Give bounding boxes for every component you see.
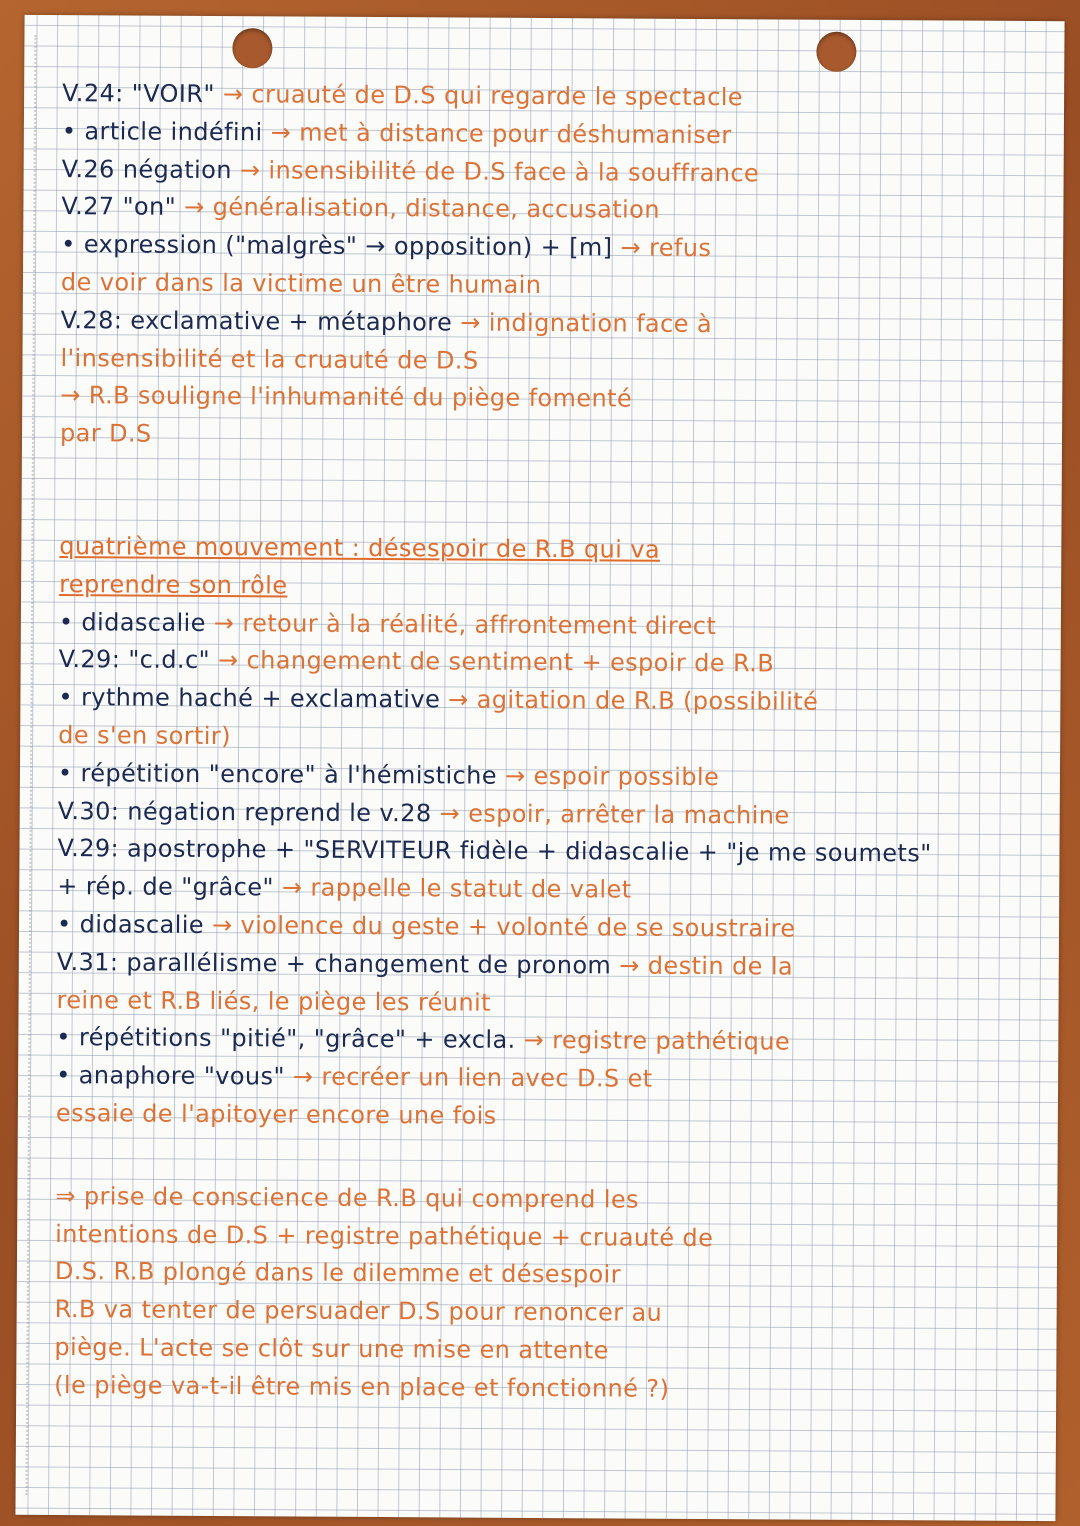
note-text-dark: • répétition "encore" à l'hémistiche (57, 758, 498, 790)
note-line (55, 1216, 1055, 1260)
note-text-dark: • didascalie (56, 909, 205, 939)
note-text-dark: • répétitions "pitié", "grâce" + excla. (56, 1023, 516, 1055)
note-line (55, 1253, 1055, 1297)
note-text-orange: → R.B souligne l'inhumanité du piège fomenté (60, 381, 633, 413)
note-line (62, 75, 1062, 119)
note-line (61, 264, 1061, 308)
note-line (56, 982, 1056, 1026)
note-text-orange: (le piège va-t-il être mis en place et fonctionné ?) (54, 1370, 670, 1403)
note-line (55, 1291, 1055, 1335)
note-text-orange: → cruauté de D.S qui regarde le spectacle (214, 80, 744, 112)
note-text-orange: piège. L'acte se clôt sur une mise en attente (54, 1332, 609, 1365)
note-text-dark: • article indéfini (61, 116, 263, 147)
note-line (56, 1019, 1056, 1063)
note-text-dark: V.26 négation (61, 154, 232, 184)
note-line (60, 415, 1060, 459)
note-line (58, 679, 1058, 723)
note-line (58, 755, 1058, 799)
note-text-orange: → violence du geste + volonté de se soustraire (203, 910, 796, 943)
note-text-orange: → recréer un lien avec D.S et (284, 1062, 653, 1093)
blank-space (55, 1133, 1055, 1184)
note-text-orange: de voir dans la victime un être humain (60, 268, 542, 299)
note-line (59, 641, 1059, 685)
note-line (58, 793, 1058, 837)
note-line (54, 1329, 1054, 1373)
note-text-dark: • rythme haché + exclamative (58, 683, 441, 714)
note-text-orange: → agitation de R.B (possibilité (440, 685, 819, 716)
note-text-dark: V.29: apostrophe + "SERVITEUR fidèle + didascalie + "je me soumets" (57, 834, 932, 868)
note-text-orange: → espoir possible (496, 761, 720, 791)
note-text-orange: → met à distance pour déshumaniser (262, 118, 732, 149)
note-text-orange: → généralisation, distance, accusation (176, 193, 660, 225)
handwritten-notes (54, 75, 1062, 1411)
note-text-orange: intentions de D.S + registre pathétique + cruauté de (55, 1219, 714, 1252)
note-text-orange: R.B va tenter de persuader D.S pour renoncer au (54, 1295, 663, 1327)
note-line (61, 226, 1061, 270)
note-line (61, 188, 1061, 232)
note-line (55, 1178, 1055, 1222)
torn-edge (26, 35, 41, 1495)
note-text-orange: → registre pathétique (515, 1026, 791, 1056)
note-text-orange: → insensibilité de D.S face à la souffrance (231, 155, 760, 187)
note-line (61, 302, 1061, 346)
binder-hole-left (232, 28, 272, 68)
binder-hole-right (816, 32, 856, 72)
note-text-orange: de s'en sortir) (58, 721, 231, 751)
note-line (56, 1057, 1056, 1101)
note-line (58, 717, 1058, 761)
note-text-orange: → indignation face à (452, 308, 713, 338)
note-text-orange: essaie de l'apitoyer encore une fois (55, 1098, 497, 1130)
note-line (57, 944, 1057, 988)
note-text-orange: → refus (612, 233, 712, 263)
note-text-dark: • expression ("malgrès" → opposition) + [m] (61, 230, 613, 262)
note-text-orange: l'insensibilité et la cruauté de D.S (60, 343, 479, 375)
note-line (60, 377, 1060, 421)
section-heading (59, 528, 1059, 572)
note-text-orange: reine et R.B liés, le piège les réunit (56, 985, 491, 1017)
note-text-orange: → retour à la réalité, affrontement direct (205, 608, 717, 640)
note-text-dark: V.28: exclamative + métaphore (60, 305, 453, 337)
note-text-dark: V.27 "on" (61, 192, 177, 222)
note-text-orange: ⇒ prise de conscience de R.B qui comprend les (55, 1181, 640, 1214)
note-text-dark: • anaphore "vous" (56, 1061, 285, 1091)
note-text-orange: → destin de la (611, 951, 794, 981)
note-line (57, 868, 1057, 912)
note-text-orange: → espoir, arrêter la machine (431, 798, 790, 830)
note-text-dark: V.31: parallélisme + changement de pronom (56, 947, 612, 980)
note-text-dark: V.24: "VOIR" (62, 79, 215, 109)
section-heading (59, 566, 1059, 610)
note-text-dark: V.29: "c.d.c" (58, 645, 211, 675)
note-text-orange: → rappelle le statut de valet (273, 873, 632, 904)
note-line (62, 151, 1062, 195)
heading-text: quatrième mouvement : désespoir de R.B qui va (59, 532, 661, 564)
note-line (62, 113, 1062, 157)
note-line (60, 340, 1060, 384)
note-text-orange: par D.S (59, 419, 152, 448)
note-line (57, 906, 1057, 950)
note-text-dark: V.30: négation reprend le v.28 (57, 796, 432, 827)
notebook-page (15, 15, 1064, 1521)
note-line (56, 1095, 1056, 1139)
note-text-orange: → changement de sentiment + espoir de R.B (209, 646, 775, 678)
note-text-orange: D.S. R.B plongé dans le dilemme et désespoir (54, 1257, 622, 1289)
note-text-dark: + rép. de "grâce" (57, 872, 274, 902)
blank-space (59, 453, 1059, 534)
note-line (57, 830, 1057, 874)
note-text-dark: • didascalie (58, 607, 206, 637)
note-line (59, 604, 1059, 648)
note-line (54, 1367, 1054, 1411)
heading-text: reprendre son rôle (59, 569, 288, 600)
